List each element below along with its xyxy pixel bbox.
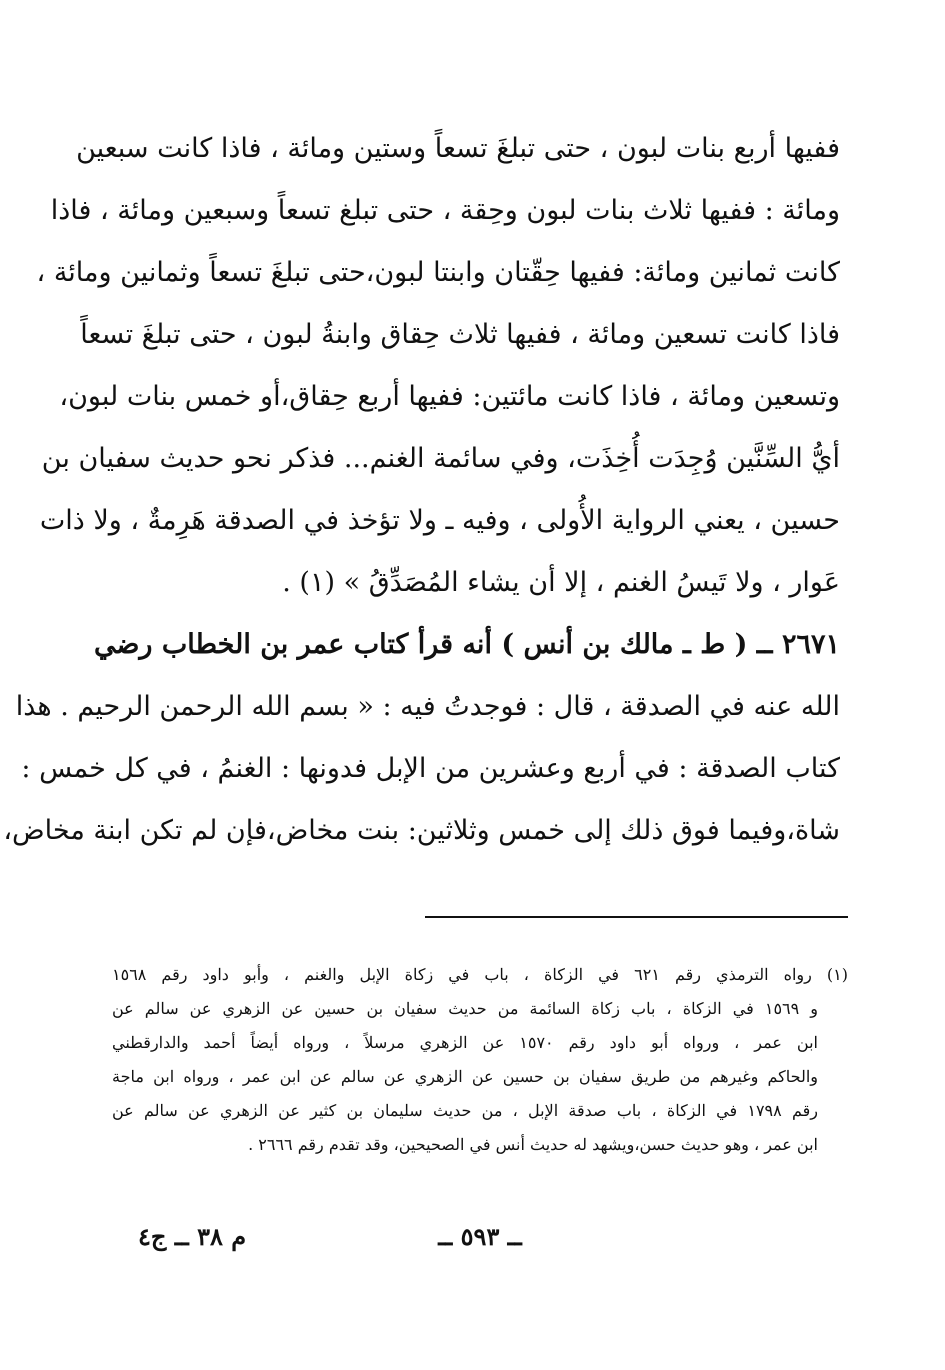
footnote-line: ابن عمر ، ورواه أبو داود رقم ١٥٧٠ عن الزهري مرسلاً ، ورواه أيضاً أحمد والدارقطني xyxy=(112,1033,818,1052)
text-line: ففيها أربع بنات لبون ، حتى تبلغَ تسعاً وستين ومائة ، فاذا كانت سبعين xyxy=(76,133,840,164)
footnote-divider xyxy=(425,916,848,918)
hadith-heading-line: ٢٦٧١ ــ ( ط ـ مالك بن أنس ) أنه قرأ كتاب عمر بن الخطاب رضي xyxy=(94,629,840,660)
footnote-line: ابن عمر ، وهو حديث حسن،ويشهد له حديث أنس في الصحيحين، وقد تقدم رقم ٢٦٦٦ . xyxy=(248,1135,818,1154)
signature-mark: م ٣٨ ــ ج٤ xyxy=(138,1222,247,1251)
footnote-line: (١) رواه الترمذي رقم ٦٢١ في الزكاة ، باب في زكاة الإبل والغنم ، وأبو داود رقم ١٥٦٨ xyxy=(112,965,849,984)
footnote-line: رقم ١٧٩٨ في الزكاة ، باب صدقة الإبل ، من حديث سليمان بن كثير عن الزهري عن سالم عن xyxy=(112,1101,818,1120)
text-line: الله عنه في الصدقة ، قال : فوجدتُ فيه : « بسم الله الرحمن الرحيم . هذا xyxy=(15,691,840,722)
text-line: شاة،وفيما فوق ذلك إلى خمس وثلاثين: بنت مخاض،فإن لم تكن ابنة مخاض، xyxy=(3,815,840,846)
text-line: فاذا كانت تسعين ومائة ، ففيها ثلاث حِقاق وابنةُ لبون ، حتى تبلغَ تسعاً xyxy=(80,319,840,350)
text-line: أيُّ السِّنَّين وُجِدَت أُخِذَت، وفي سائمة الغنم... فذكر نحو حديث سفيان بن xyxy=(41,443,840,474)
page-number: ــ ٥٩٣ ــ xyxy=(438,1222,522,1251)
footnotes-block xyxy=(112,958,848,1162)
footnote-line: والحاكم وغيرهم من طريق سفيان بن حسين عن الزهري عن سالم عن ابن عمر ، ورواه ابن ماجة xyxy=(112,1067,819,1086)
footnote-line: و ١٥٦٩ في الزكاة ، باب زكاة السائمة من حديث سفيان بن حسين عن الزهري عن سالم عن xyxy=(112,999,819,1018)
text-line: ومائة : ففيها ثلاث بنات لبون وحِقة ، حتى تبلغ تسعاً وسبعين ومائة ، فاذا xyxy=(50,195,840,226)
text-line: وتسعين ومائة ، فاذا كانت مائتين: ففيها أربع حِقاق،أو خمس بنات لبون، xyxy=(59,381,840,412)
text-line: عَوار ، ولا تَيسُ الغنم ، إلا أن يشاء المُصَدِّقُ » (١) . xyxy=(282,567,840,598)
text-line: حسين ، يعني الرواية الأُولى ، وفيه ـ ولا تؤخذ في الصدقة هَرِمةٌ ، ولا ذات xyxy=(39,505,840,536)
text-line: كتاب الصدقة : في أربع وعشرين من الإبل فدونها : الغنمُ ، في كل خمس : xyxy=(21,753,840,784)
text-line: كانت ثمانين ومائة: ففيها حِقّتان وابنتا لبون،حتى تبلغَ تسعاً وثمانين ومائة ، xyxy=(36,257,840,288)
main-text-block xyxy=(3,118,840,862)
